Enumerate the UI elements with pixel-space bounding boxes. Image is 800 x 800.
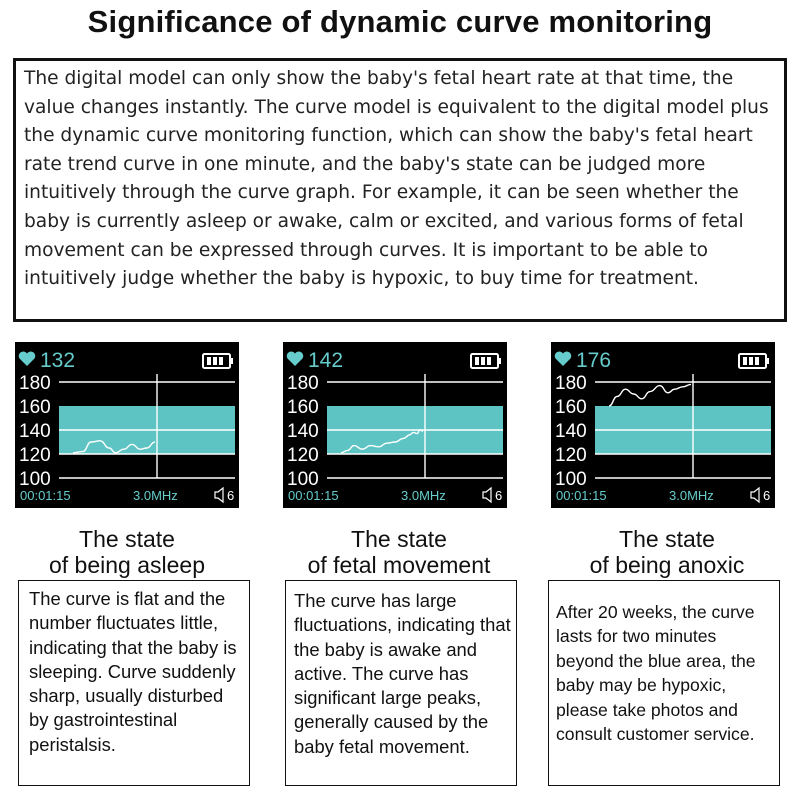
heart-icon [19,351,36,366]
volume-level: 6 [763,488,771,503]
probe-frequency: 3.0MHz [133,488,178,503]
y-tick-label: 100 [555,469,587,490]
description-fetal-movement: The curve has large fluctuations, indicating that the baby is awake and active. The curve has significant large peaks, generally caused by the baby fetal movement. [285,580,517,786]
y-tick-label: 100 [287,469,319,490]
page-title: Significance of dynamic curve monitoring [87,4,713,39]
monitor-graph [15,342,239,508]
elapsed-time: 00:01:15 [556,488,607,503]
state-caption-line1: The state [351,526,447,552]
y-tick-label: 120 [287,445,319,466]
y-tick-label: 180 [555,373,587,394]
speaker-icon [215,488,223,502]
volume-level: 6 [495,488,503,503]
y-tick-label: 140 [19,421,51,442]
y-tick-label: 140 [287,421,319,442]
y-tick-label: 160 [555,397,587,418]
y-tick-label: 160 [287,397,319,418]
state-caption-line2: of being anoxic [589,552,745,578]
heart-icon [287,351,304,366]
y-tick-label: 180 [287,373,319,394]
monitor-screen-fetal-movement [283,342,507,508]
y-tick-label: 160 [19,397,51,418]
description-asleep: The curve is flat and the number fluctuates little, indicating that the baby is sleeping. Curve suddenly sharp, usually disturbed by gastrointestinal peristalsis. [18,580,250,786]
description-anoxic: After 20 weeks, the curve lasts for two minutes beyond the blue area, the baby may be hypoxic, please take photos and consult customer service. [548,580,780,786]
bpm-value: 176 [576,349,612,372]
y-tick-label: 180 [19,373,51,394]
probe-frequency: 3.0MHz [669,488,714,503]
volume-level: 6 [227,488,235,503]
y-tick-label: 100 [19,469,51,490]
bpm-value: 142 [308,349,344,372]
state-caption-line1: The state [79,526,175,552]
elapsed-time: 00:01:15 [20,488,71,503]
battery-icon [203,354,233,368]
y-tick-label: 120 [555,445,587,466]
state-caption-line2: of fetal movement [307,552,491,578]
monitor-graph [283,342,507,508]
y-tick-label: 140 [555,421,587,442]
fhr-curve [609,384,691,406]
intro-text: The digital model can only show the baby's fetal heart rate at that time, the value changes instantly. The curve model is equivalent to the digital model plus the dynamic curve monitoring function, which can show the baby's fetal heart rate trend curve in one minute, and the baby's state can be judged more intuitively through the curve graph. For example, it can be seen whether the baby is currently asleep or awake, calm or excited, and various forms of fetal movement can be expressed through curves. It is important to be able to intuitively judge whether the baby is hypoxic, to buy time for treatment. [13,58,787,322]
battery-icon [739,354,769,368]
state-caption-anoxic [537,526,797,578]
battery-icon [471,354,501,368]
state-caption-fetal-movement [269,526,529,578]
monitor-screen-anoxic [551,342,775,508]
probe-frequency: 3.0MHz [401,488,446,503]
speaker-icon [751,488,759,502]
elapsed-time: 00:01:15 [288,488,339,503]
state-caption-line1: The state [619,526,715,552]
heart-icon [555,351,572,366]
monitor-graph [551,342,775,508]
state-caption-asleep [0,526,257,578]
monitor-screen-asleep [15,342,239,508]
bpm-value: 132 [40,349,76,372]
state-caption-line2: of being asleep [48,552,205,578]
speaker-icon [483,488,491,502]
y-tick-label: 120 [19,445,51,466]
